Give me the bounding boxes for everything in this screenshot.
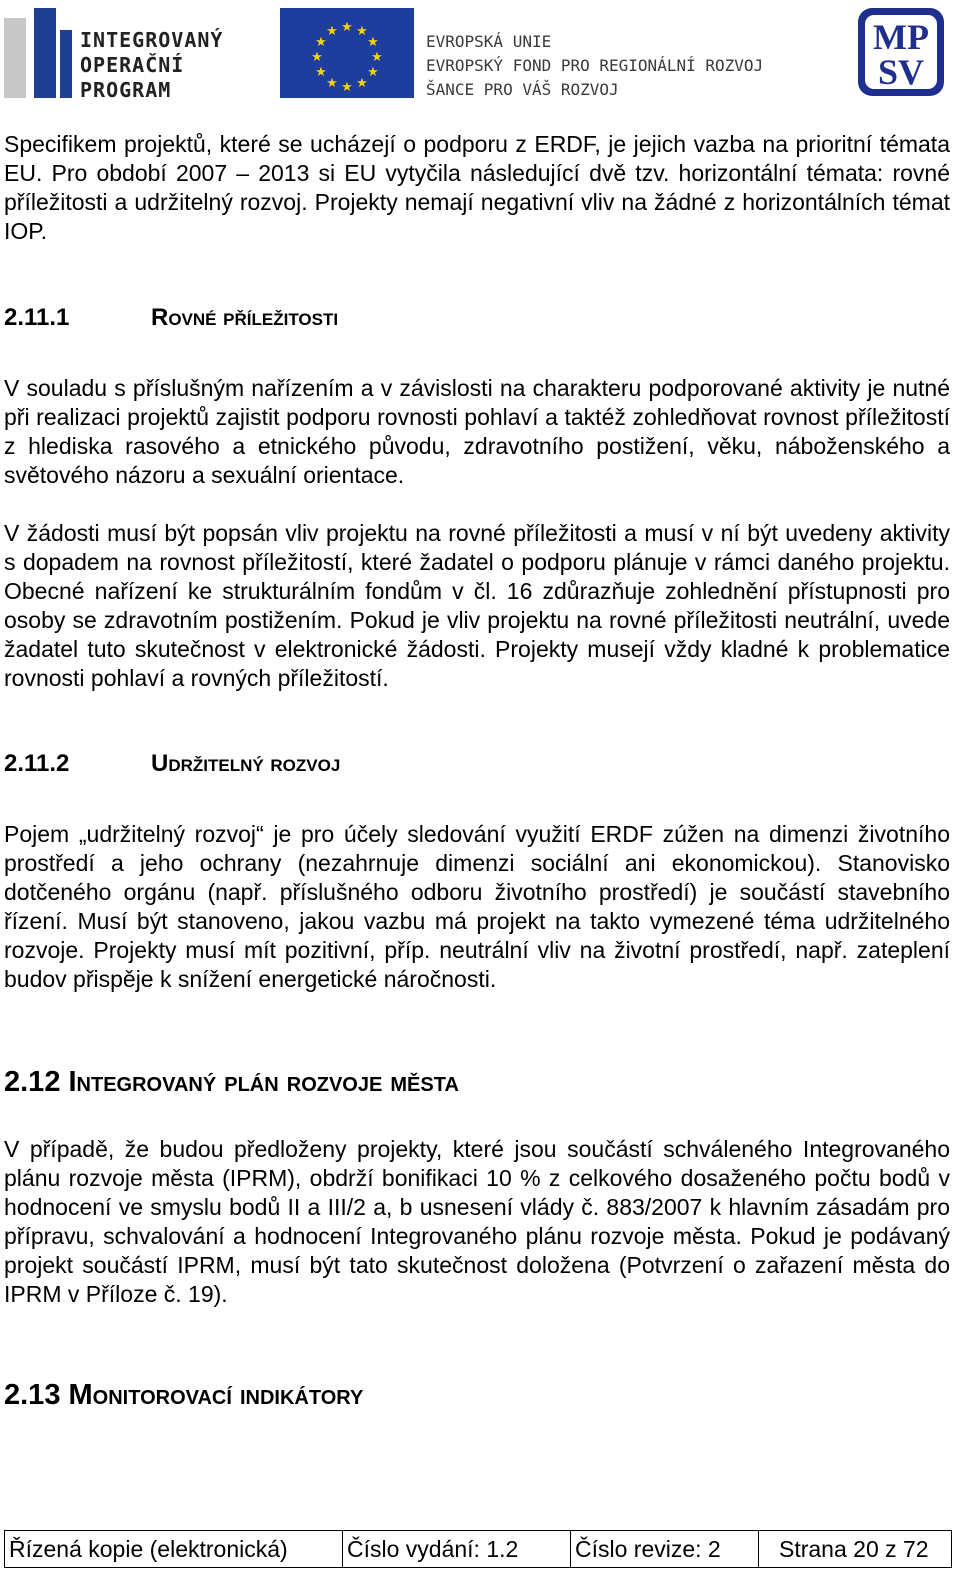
- heading-title: Udržitelný rozvoj: [151, 750, 341, 777]
- svg-text:★: ★: [315, 35, 327, 50]
- heading-2-11-1: [4, 304, 950, 338]
- document-body: [4, 130, 950, 1412]
- eu-text: [426, 30, 763, 102]
- svg-text:★: ★: [371, 50, 383, 65]
- iop-logo: [4, 8, 244, 102]
- svg-text:★: ★: [341, 20, 353, 35]
- iop-logo-text: [80, 28, 223, 103]
- intro-paragraph: Specifikem projektů, které se ucházejí o podporu z ERDF, je jejich vazba na prioritní témata EU. Pro období 2007 – 2013 si EU vytyčila následující dvě tzv. horizontální témata: rovné příležitosti a udržitelný rozvoj. Projekty nemají negativní vliv na žádné z horizontálních témat IOP.: [4, 131, 950, 244]
- iop-line-1: INTEGROVANÝ: [80, 28, 224, 52]
- svg-text:MP: MP: [873, 17, 929, 57]
- eu-line-3: ŠANCE PRO VÁŠ ROZVOJ: [426, 80, 619, 99]
- footer-copy: Řízená kopie (elektronická): [5, 1531, 343, 1567]
- svg-text:★: ★: [326, 76, 338, 91]
- paragraph: V souladu s příslušným nařízením a v závislosti na charakteru podporované aktivity je nutné při realizaci projektů zajistit podporu rovnosti pohlaví a taktéž zohledňovat rovnost příležitostí z hlediska rasového a etnického původu, zdravotního postižení, věku, náboženského a světového názoru a sexuální orientace.: [4, 375, 950, 488]
- eu-stars-icon: [280, 8, 414, 98]
- svg-text:★: ★: [315, 65, 327, 80]
- iop-line-3: PROGRAM: [80, 78, 172, 102]
- page-header: [0, 0, 960, 110]
- footer-revision: Číslo revize: 2: [571, 1531, 759, 1567]
- svg-text:★: ★: [311, 50, 323, 65]
- iop-logo-bar: [4, 18, 26, 98]
- heading-2-13: 2.13 Monitorovací indikátory: [4, 1379, 364, 1411]
- svg-text:★: ★: [356, 24, 368, 39]
- svg-text:★: ★: [341, 80, 353, 95]
- page-footer: [4, 1530, 952, 1568]
- paragraph: V případě, že budou předloženy projekty, které jsou součástí schváleného Integrovaného plánu rozvoje města (IPRM), obdrží bonifikaci 10 % z celkového dosaženého počtu bodů v hodnocení ve smyslu bodů II a III/2 a, b usnesení vlády č. 883/2007 k hlavním zásadám pro přípravu, schvalování a hodnocení Integrovaného plánu rozvoje města. Pokud je podávaný projekt součástí IPRM, musí být tato skutečnost doložena (Potvrzení o zařazení města do IPRM v Příloze č. 19).: [4, 1136, 950, 1307]
- paragraph: V žádosti musí být popsán vliv projektu na rovné příležitosti a musí v ní být uvedeny aktivity s dopadem na rovnost příležitostí, které žadatel o podporu plánuje v rámci daného projektu. Obecné nařízení ke strukturálním fondům v čl. 16 zdůrazňuje zohlednění přístupnosti pro osoby se zdravotním postižením. Pokud je vliv projektu na rovné příležitosti neutrální, uvede žadatel tuto skutečnost v elektronické žádosti. Projekty musejí vždy kladné k problematice rovnosti pohlaví a rovných příležitostí.: [4, 520, 950, 691]
- iop-logo-bar: [34, 8, 56, 98]
- svg-text:SV: SV: [877, 52, 925, 92]
- footer-page-number: Strana 20 z 72: [779, 1536, 929, 1562]
- svg-text:★: ★: [326, 24, 338, 39]
- iop-logo-bar: [60, 30, 72, 98]
- eu-line-1: EVROPSKÁ UNIE: [426, 32, 552, 51]
- heading-2-11-2: [4, 750, 950, 784]
- svg-text:★: ★: [367, 35, 379, 50]
- svg-text:★: ★: [367, 65, 379, 80]
- svg-text:★: ★: [356, 76, 368, 91]
- paragraph: Pojem „udržitelný rozvoj“ je pro účely sledování využití ERDF zúžen na dimenzi životního prostředí a jeho ochrany (nezahrnuje dimenzi sociální ani ekonomickou). Stanovisko dotčeného orgánu (např. příslušného odboru životního prostředí) je součástí stavebního řízení. Musí být stanoveno, jakou vazbu má projekt na takto vymezené téma udržitelného rozvoje. Projekty musí mít pozitivní, příp. neutrální vliv na životní prostředí, např. zateplení budov přispěje k snížení energetické náročnosti.: [4, 821, 950, 992]
- mpsv-logo: [856, 6, 946, 98]
- iop-line-2: OPERAČNÍ: [80, 53, 185, 77]
- eu-flag-icon: [280, 8, 414, 98]
- heading-number: 2.11.2: [4, 750, 70, 777]
- heading-2-12: 2.12 Integrovaný plán rozvoje města: [4, 1066, 459, 1098]
- footer-edition: Číslo vydání: 1.2: [343, 1531, 571, 1567]
- eu-line-2: EVROPSKÝ FOND PRO REGIONÁLNÍ ROZVOJ: [426, 56, 764, 75]
- heading-number: 2.11.1: [4, 304, 70, 331]
- heading-title: Rovné příležitosti: [151, 304, 339, 331]
